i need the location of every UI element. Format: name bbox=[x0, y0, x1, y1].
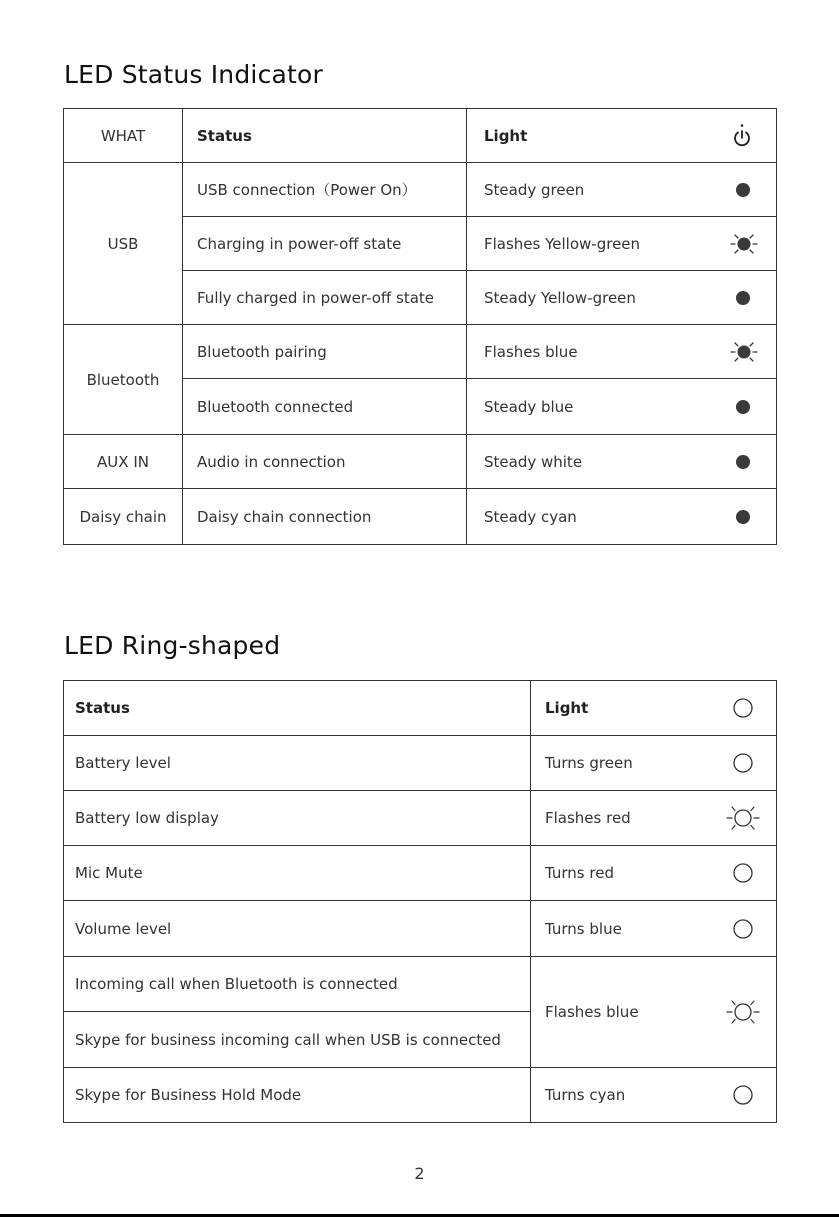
light-cell bbox=[467, 489, 777, 545]
light-label: Turns red bbox=[545, 864, 614, 882]
light-cell bbox=[531, 791, 777, 846]
light-label: Turns green bbox=[545, 754, 633, 772]
light-cell bbox=[467, 163, 777, 217]
header-light bbox=[531, 681, 777, 736]
light-cell bbox=[531, 957, 777, 1068]
what-cell-daisy-chain: Daisy chain bbox=[64, 489, 183, 545]
ring-icon bbox=[732, 752, 754, 774]
section-title-led-ring: LED Ring-shaped bbox=[64, 631, 281, 660]
table-row bbox=[64, 901, 777, 957]
light-label: Steady Yellow-green bbox=[484, 288, 636, 307]
light-cell bbox=[467, 217, 777, 271]
status-cell: Bluetooth pairing bbox=[183, 325, 467, 379]
header-what: WHAT bbox=[64, 109, 183, 163]
light-label: Turns blue bbox=[545, 919, 622, 938]
table-row bbox=[64, 791, 777, 846]
solid-dot-icon bbox=[734, 398, 752, 416]
what-cell-bluetooth: Bluetooth bbox=[64, 325, 183, 435]
table-row bbox=[64, 736, 777, 791]
header-status: Status bbox=[64, 681, 531, 736]
light-cell bbox=[531, 736, 777, 791]
light-label: Steady blue bbox=[484, 397, 574, 416]
solid-dot-icon bbox=[734, 453, 752, 471]
status-cell: Skype for business incoming call when USB is connected bbox=[64, 1012, 531, 1068]
what-cell-aux-in: AUX IN bbox=[64, 435, 183, 489]
table-row bbox=[64, 1068, 777, 1123]
light-label: Steady green bbox=[484, 180, 585, 199]
light-cell bbox=[467, 271, 777, 325]
table-row bbox=[64, 846, 777, 901]
status-cell: Audio in connection bbox=[183, 435, 467, 489]
light-label: Flashes red bbox=[545, 809, 631, 827]
status-cell: Bluetooth connected bbox=[183, 379, 467, 435]
status-cell: Daisy chain connection bbox=[183, 489, 467, 545]
header-status: Status bbox=[183, 109, 467, 163]
flashing-ring-icon bbox=[726, 999, 760, 1025]
status-cell: Skype for Business Hold Mode bbox=[64, 1068, 531, 1123]
status-cell: Battery low display bbox=[64, 791, 531, 846]
status-cell: Incoming call when Bluetooth is connected bbox=[64, 957, 531, 1012]
ring-icon bbox=[732, 1084, 754, 1106]
light-label: Flashes blue bbox=[484, 342, 578, 361]
light-cell bbox=[467, 379, 777, 435]
status-cell: Battery level bbox=[64, 736, 531, 791]
table-row bbox=[64, 435, 777, 489]
header-light-label: Light bbox=[484, 126, 528, 145]
flashing-dot-icon bbox=[730, 341, 758, 363]
power-icon bbox=[732, 123, 752, 149]
table-header-row bbox=[64, 109, 777, 163]
light-cell bbox=[531, 901, 777, 957]
solid-dot-icon bbox=[734, 289, 752, 307]
status-cell: Fully charged in power-off state bbox=[183, 271, 467, 325]
table-header-row bbox=[64, 681, 777, 736]
ring-icon bbox=[732, 862, 754, 884]
light-label: Turns cyan bbox=[545, 1086, 626, 1104]
section-title-led-status: LED Status Indicator bbox=[64, 60, 324, 89]
page-number: 2 bbox=[414, 1164, 425, 1183]
table-row bbox=[64, 489, 777, 545]
status-cell: Charging in power-off state bbox=[183, 217, 467, 271]
light-cell bbox=[467, 435, 777, 489]
light-label: Steady cyan bbox=[484, 507, 577, 526]
solid-dot-icon bbox=[734, 508, 752, 526]
light-cell bbox=[467, 325, 777, 379]
header-light bbox=[467, 109, 777, 163]
light-label: Flashes Yellow-green bbox=[484, 234, 641, 253]
solid-dot-icon bbox=[734, 181, 752, 199]
status-cell: USB connection（Power On） bbox=[183, 163, 467, 217]
status-cell: Mic Mute bbox=[64, 846, 531, 901]
led-ring-table bbox=[63, 680, 777, 1123]
ring-icon bbox=[732, 697, 754, 719]
table-row bbox=[64, 325, 777, 379]
light-cell bbox=[531, 1068, 777, 1123]
light-label: Steady white bbox=[484, 452, 583, 471]
ring-icon bbox=[732, 918, 754, 940]
light-label: Flashes blue bbox=[545, 1003, 639, 1021]
table-row bbox=[64, 163, 777, 217]
flashing-dot-icon bbox=[730, 233, 758, 255]
what-cell-usb: USB bbox=[64, 163, 183, 325]
flashing-ring-icon bbox=[726, 805, 760, 831]
status-cell: Volume level bbox=[64, 901, 531, 957]
light-cell bbox=[531, 846, 777, 901]
table-row bbox=[64, 957, 777, 1012]
led-status-table bbox=[63, 108, 777, 545]
header-light-label: Light bbox=[545, 699, 589, 717]
